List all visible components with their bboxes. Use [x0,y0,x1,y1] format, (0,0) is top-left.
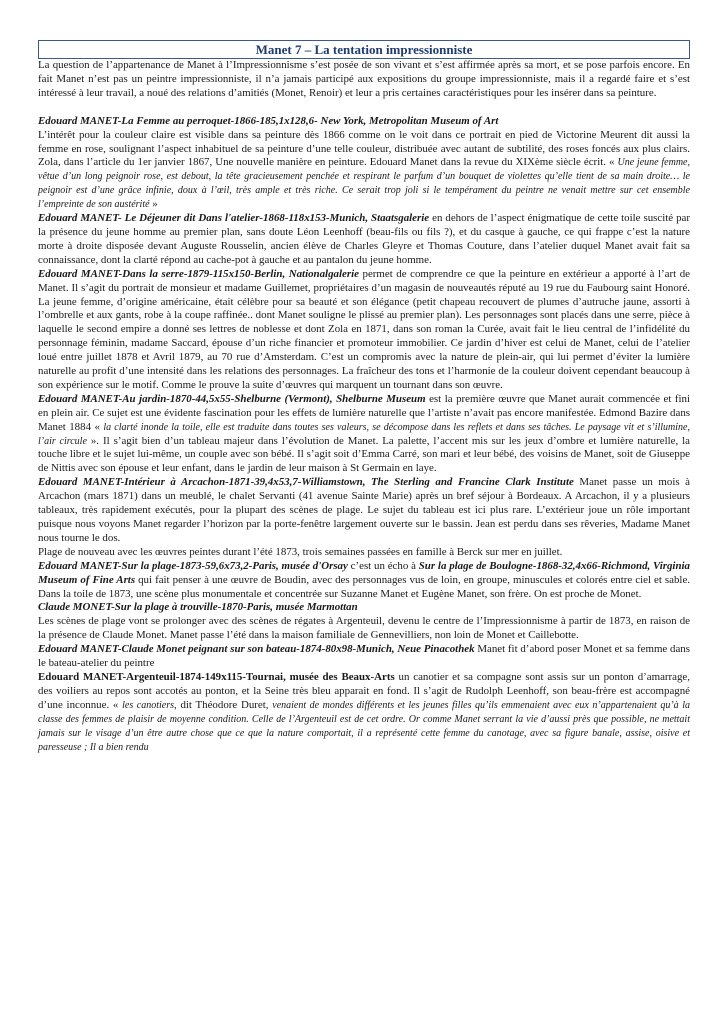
body-text: c’est un écho à [347,559,419,572]
body-text-mid: , dit Théodore Duret, [173,698,273,711]
section-dans-la-serre [38,268,690,393]
paragraph-gap [38,101,690,115]
section-sur-la-plage [38,560,690,602]
section-monet-trouville [38,601,690,643]
body-text-continued: ». Il s’agit bien d’un tableau majeur dans l’évolution de Manet. La palette, l’accent mis sur les jeux d’ombre et lumière naturelle, la touche libre et le sujet lui-même, un couple avec son bébé. Il s’agit soit d’Emma Carré, son mari et leur bébé, des voisins de Manet, soit de Giuseppe de Nittis avec son épouse et leur enfant, dans le jardin de leur maison à St Germain en laye. [38,434,691,475]
artwork-heading: Claude MONET-Sur la plage à trouville-1870-Paris, musée Marmottan [38,601,358,614]
artwork-heading: Edouard MANET- Le Déjeuner dit Dans l'atelier-1868-118x153-Munich, Staatsgalerie [38,212,430,225]
body-text: Les scènes de plage vont se prolonger avec des scènes de régates à Argenteuil, devenu le centre de l’Impressionnisme à partir de 1873, en raison de la présence de Claude Monet. Manet passe l’été dans la maison familiale de Gennevilliers, non loin de Monet et Caillebotte. [38,615,690,642]
artwork-heading-secondary: Sur la plage de Boulogne-1868-32,4x66-Richmond, Virginia Museum of Fine Arts [38,559,690,586]
section-dejeuner-atelier [38,212,690,268]
body-text: L’intérêt pour la couleur claire est visible dans sa peinture dès 1866 comme on le voit dans ce portrait en pied de Victorine Meurent dit aussi la femme en rose, soulignant l’aspect inhabituel de sa peinture d’une telle couleur, distribuée avec autant de subtilité, des roses foncés aux plus clairs. Zola, dans l’article du 1er janvier 1867, Une nouvelle manière en peinture. Edouard Manet dans la revue du XIXème siècle écrit. « [38,128,690,169]
quote-close: » [149,198,158,211]
artwork-heading: Edouard MANET-Claude Monet peignant sur son bateau-1874-80x98-Munich, Neue Pinacothek [38,643,475,656]
quote-text: la clarté inonde la toile, elle est traduite dans toutes ses valeurs, se décompose dans les reflets et dans ses tâches. Le paysage vit et s’illumine, l’air circule [38,421,690,447]
section-femme-au-perroquet [38,115,690,212]
artwork-heading: Edouard MANET-Argenteuil-1874-149x115-Tournai, musée des Beaux-Arts [38,670,395,683]
section-au-jardin [38,393,690,476]
body-text-continued: qui fait penser à une œuvre de Boudin, avec des personnages vus de loin, en groupe, minuscules et colorés entre ciel et sable. Dans la toile de 1873, une scène plus monumentale et concentrée sur Suzanne Manet et Eugène Manet, son frère. On est proche de Monet. [38,573,691,600]
page-title: Manet 7 – La tentation impressionniste [38,40,690,59]
section-monet-bateau [38,643,690,671]
intro-paragraph: La question de l’appartenance de Manet à l’Impressionnisme s’est posée de son vivant et s’est affirmée après sa mort, et se pose parfois encore. En fait Manet n’est pas un peintre impressionniste, il n’a jamais participé aux expositions du groupe impressionniste, mais il a regardé faire et s’est intéressé à leur travail, a noué des relations d’amitiés (Monet, Renoir) et leur a pris certaines caractéristiques pour les insérer dans sa peinture. [38,59,690,99]
body-text: est la première œuvre que Manet aurait commencée et fini en plein air. Ce sujet est une évidente fascination pour les effets de lumière naturelle que l’artiste n’avait pas encore manifestée. Edmond Bazire dans Manet 1884 « [38,392,690,433]
body-text: Manet passe un mois à Arcachon (mars 1871) dans un meublé, le chalet Servanti (41 avenue Sainte Marie) après un bref séjour à Bordeaux. A Arcachon, il y a plusieurs tableaux, très rapidement exécutés, pour la plupart des scènes de plage. Le sujet du tableau est ici plus rare. L’extérieur joue un rôle important puisque nous voyons Manet regarder l’horizon par la porte-fenêtre largement ouverte sur le bassin. Jean est perdu dans ses rêveries, Madame Manet nous tourne le dos. [38,476,690,544]
section-plage-berck: Plage de nouveau avec les œuvres peintes durant l’été 1873, trois semaines passées en famille à Berck sur mer en juillet. [38,545,563,558]
section-argenteuil [38,671,690,754]
document-page [38,0,690,754]
artwork-heading: Edouard MANET-Au jardin-1870-44,5x55-Shelburne (Vermont), Shelburne Museum [38,392,426,405]
artwork-heading: Edouard MANET-Sur la plage-1873-59,6x73,2-Paris, musée d'Orsay [38,559,348,572]
section-interieur-arcachon [38,476,690,546]
body-text: permet de comprendre ce que la peinture en extérieur a apporté à l’art de Manet. Il s’agit du portrait de monsieur et madame Guillemet, propriétaires d’un magasin de nouveautés réputé au 19 rue du Faubourg saint Honoré. La jeune femme, d’origine américaine, était célèbre pour sa beauté et son élégance (petit chapeau recouvert de plumes d’autruche jaune, assorti à l’ombrelle et aux gants, robe à la coupe raffinée.. dont Manet souligne le plissé au premier plan). Les personnages sont placés dans une serre, pièce à laquelle le second empire a donné ses lettres de noblesse et dont Zola en 1871, dans son roman la Curée, avait fait le lieu central de l’infidélité du personnage féminin, madame Saccard, épouse d’un riche financier et promoteur immobilier. Ce jardin d’hiver est celui de Manet, celui de l’atelier loué entre juillet 1878 et Avril 1879, au 70 rue d’Amsterdam. C’est un compromis avec la nature de plein-air, qui lui permet d’éviter la lumière naturelle au profit d’une intensité dans les relations des personnages. La fraîcheur des tons et l’harmonie de la couleur doivent cependant beaucoup à son expérience sur le motif. Comme le prouve la suite d’œuvres qui marquent un tournant dans son œuvre. [38,267,690,391]
artwork-heading: Edouard MANET-Dans la serre-1879-115x150-Berlin, Nationalgalerie [38,267,359,280]
body-text: en dehors de l’aspect énigmatique de cette toile suscité par la présence du jeune homme au premier plan, sans doute Léon Leenhoff (beau-fils ou fils ?), et du casque à gauche, ce qui frappe c’est la nature morte à droite disposée devant Auguste Rousselin, ancien élève de Charles Gleyre et Thomas Couture, dans l’atelier duquel Manet avait fait sa connaissance, dont la clarté répond au cache-pot à gauche et au pantalon du jeune homme. [38,212,691,266]
artwork-heading: Edouard MANET-Intérieur à Arcachon-1871-39,4x53,7-Williamstown, The Sterling and Francine Clark Institute [38,476,574,489]
artwork-heading: Edouard MANET-La Femme au perroquet-1866-185,1x128,6- New York, Metropolitan Museum of Art [38,114,499,127]
body-text: un canotier et sa compagne sont assis sur un ponton d’amarrage, des voiliers au repos sont accotés au ponton, et la Seine très bleu apparait en fond. Il s’agit de Rudolph Leenhoff, son beau-frère est accompagné d’une inconnue. « [38,670,690,711]
body-text: Manet fit d’abord poser Monet et sa femme dans le bateau-atelier du peintre [38,643,690,670]
quote-text: les canotiers [122,699,174,711]
quote-text: Une jeune femme, vêtue d’un long peignoir rose, est debout, la tête gracieusement penchée et respirant le parfum d’un bouquet de violettes qu’elle tient de sa main droite… le peignoir est d’une grâce infinie, doux à l’œil, très ample et très riche. Ce serait trop joli si le tempérament du peintre ne venait mettre sur cet ensemble l’empreinte de son austérité [38,157,690,211]
quote-text-long: venaient de mondes différents et les jeunes filles qu’ils emmenaient avec eux n’appartenaient qu’à la classe des femmes de plaisir de moyenne condition. Celle de l’Argenteuil est de cet ordre. Or comme Manet serrant la vie d’aussi près que possible, ne mettait jamais sur le visage d’un être autre chose que ce que la nature comportait, il a représenté cette femme du canotage, avec sa figure banale, assise, oisive et paresseuse ; Il a bien rendu [38,699,690,753]
